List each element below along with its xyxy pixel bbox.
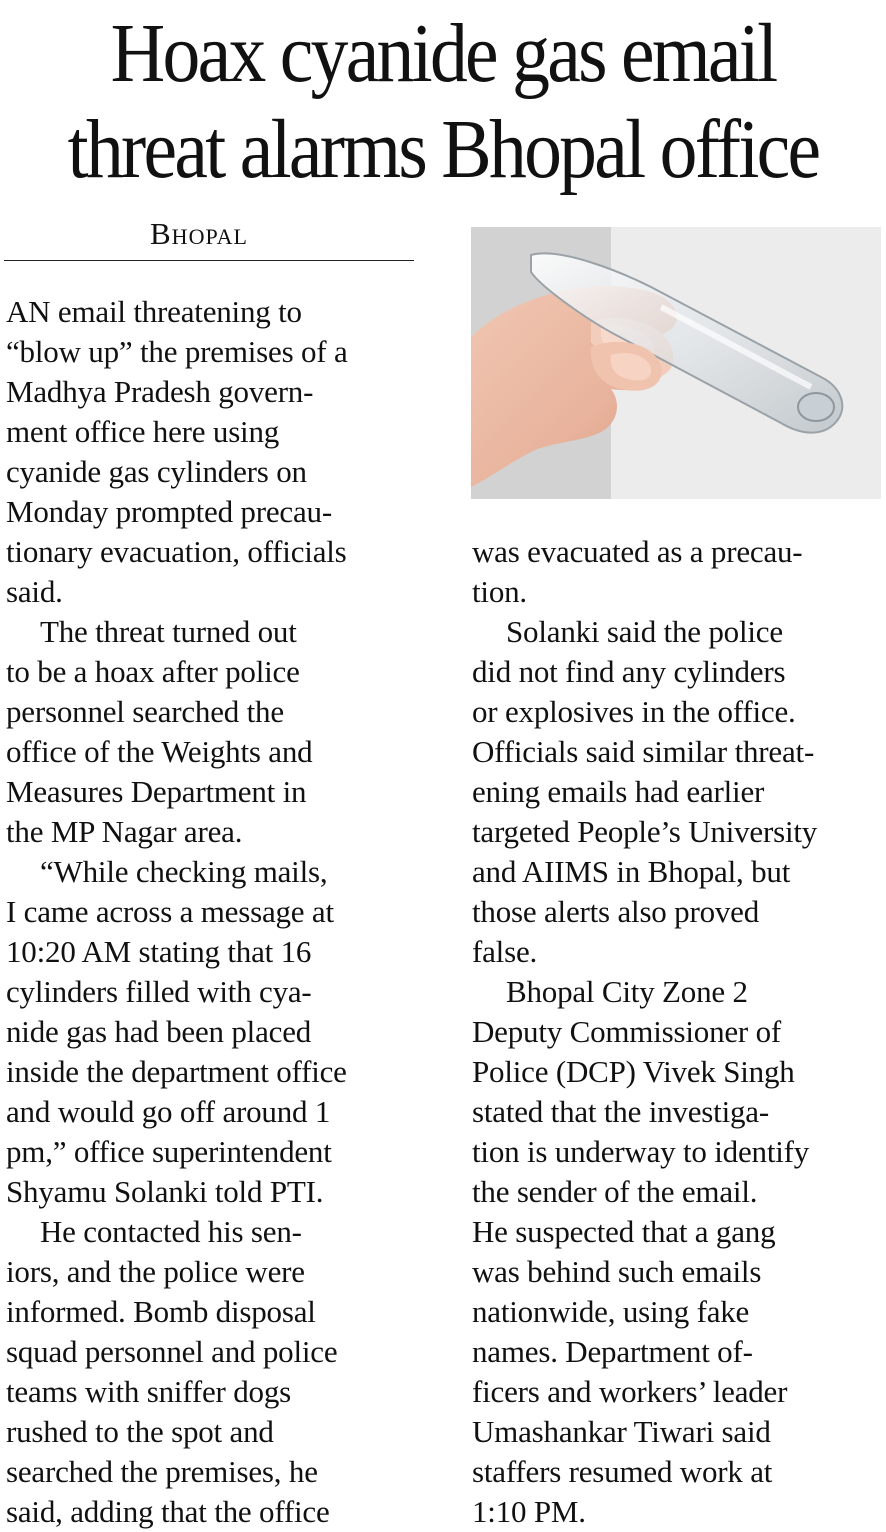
body-text-line: tionary evacuation, officials bbox=[6, 534, 347, 569]
body-text-line: The threat turned out bbox=[40, 614, 297, 649]
body-text-line: Umashankar Tiwari said bbox=[472, 1414, 771, 1449]
body-text-line: did not find any cylinders bbox=[472, 654, 786, 689]
body-text-line: the MP Nagar area. bbox=[6, 814, 243, 849]
body-text-line: inside the department office bbox=[6, 1054, 347, 1089]
article-photo bbox=[471, 227, 881, 499]
body-text-line: tion is underway to identify bbox=[472, 1134, 810, 1169]
body-text-line: office of the Weights and bbox=[6, 734, 313, 769]
body-text-line: tion. bbox=[472, 574, 527, 609]
body-text-line: Bhopal City Zone 2 bbox=[506, 974, 748, 1009]
glass-vial-in-hand-photo-icon bbox=[471, 227, 881, 499]
body-text-line: was behind such emails bbox=[472, 1254, 762, 1289]
body-text-line: the sender of the email. bbox=[472, 1174, 758, 1209]
body-text-line: said. bbox=[6, 574, 63, 609]
body-text-line: nationwide, using fake bbox=[472, 1294, 750, 1329]
body-text-line: Madhya Pradesh govern- bbox=[6, 374, 314, 409]
body-text-line: AN email threatening to bbox=[6, 294, 302, 329]
body-text-line: cyanide gas cylinders on bbox=[6, 454, 307, 489]
body-text-line: pm,” office superintendent bbox=[6, 1134, 332, 1169]
body-text-line: those alerts also proved bbox=[472, 894, 760, 929]
body-text-line: I came across a message at bbox=[6, 894, 334, 929]
body-text-line: Solanki said the police bbox=[506, 614, 783, 649]
body-text-line: “blow up” the premises of a bbox=[6, 334, 348, 369]
body-text-line: Shyamu Solanki told PTI. bbox=[6, 1174, 324, 1209]
body-text-line: informed. Bomb disposal bbox=[6, 1294, 316, 1329]
body-text-line: rushed to the spot and bbox=[6, 1414, 274, 1449]
body-text-line: names. Department of- bbox=[472, 1334, 753, 1369]
body-text-line: staffers resumed work at bbox=[472, 1454, 773, 1489]
body-text-line: teams with sniffer dogs bbox=[6, 1374, 291, 1409]
body-text-line: was evacuated as a precau- bbox=[472, 534, 803, 569]
body-text-line: 10:20 AM stating that 16 bbox=[6, 934, 312, 969]
body-text-line: Police (DCP) Vivek Singh bbox=[472, 1054, 795, 1089]
body-text-line: Measures Department in bbox=[6, 774, 307, 809]
body-text-line: and would go off around 1 bbox=[6, 1094, 331, 1129]
body-text-line: 1:10 PM. bbox=[472, 1494, 586, 1529]
body-text-line: and AIIMS in Bhopal, but bbox=[472, 854, 791, 889]
body-text-line: “While checking mails, bbox=[40, 854, 328, 889]
body-text-line: ment office here using bbox=[6, 414, 280, 449]
body-text-line: nide gas had been placed bbox=[6, 1014, 312, 1049]
headline bbox=[44, 6, 841, 198]
dateline-text: Bhopal bbox=[150, 216, 248, 251]
dateline bbox=[4, 214, 414, 261]
body-text-line: cylinders filled with cya- bbox=[6, 974, 312, 1009]
body-text-line: to be a hoax after police bbox=[6, 654, 300, 689]
body-text-line: false. bbox=[472, 934, 538, 969]
right-column bbox=[472, 532, 884, 1532]
body-text-line: or explosives in the office. bbox=[472, 694, 796, 729]
body-text-line: stated that the investiga- bbox=[472, 1094, 769, 1129]
body-text-line: Officials said similar threat- bbox=[472, 734, 815, 769]
body-text-line: ficers and workers’ leader bbox=[472, 1374, 788, 1409]
headline-line-1: Hoax cyanide gas email bbox=[110, 7, 776, 100]
body-text-line: searched the premises, he bbox=[6, 1454, 318, 1489]
body-text-line: targeted People’s University bbox=[472, 814, 818, 849]
headline-line-2: threat alarms Bhopal office bbox=[67, 103, 819, 196]
body-text-line: Monday prompted precau- bbox=[6, 494, 332, 529]
body-text-line: said, adding that the office bbox=[6, 1494, 330, 1529]
body-text-line: squad personnel and police bbox=[6, 1334, 338, 1369]
left-column bbox=[6, 292, 421, 1532]
body-text-line: He suspected that a gang bbox=[472, 1214, 776, 1249]
body-text-line: ening emails had earlier bbox=[472, 774, 765, 809]
body-text-line: personnel searched the bbox=[6, 694, 284, 729]
body-text-line: He contacted his sen- bbox=[40, 1214, 302, 1249]
body-text-line: iors, and the police were bbox=[6, 1254, 305, 1289]
body-text-line: Deputy Commissioner of bbox=[472, 1014, 782, 1049]
